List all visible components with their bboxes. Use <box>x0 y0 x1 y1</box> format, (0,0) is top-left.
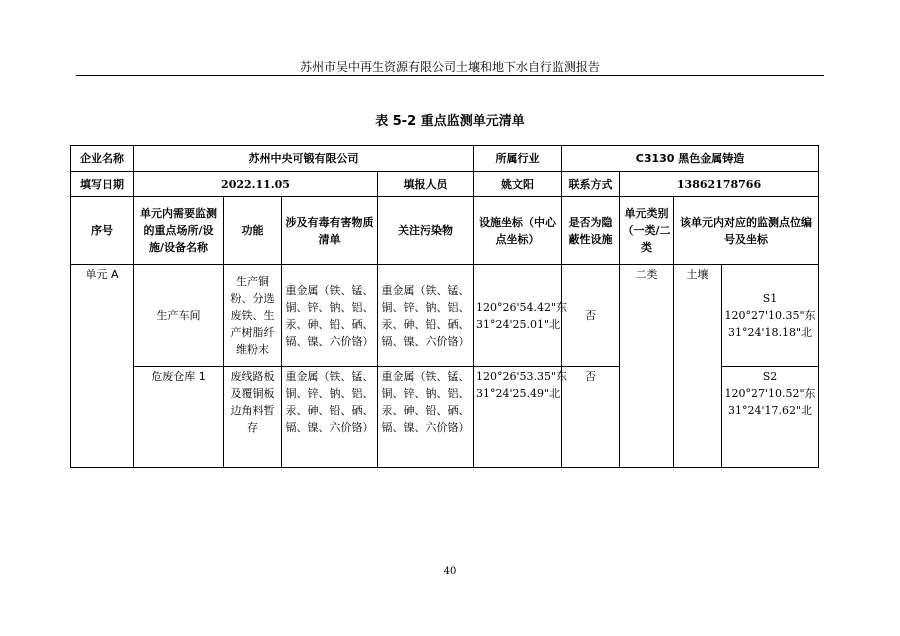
info-row-2 <box>71 172 819 197</box>
company-label: 企业名称 <box>71 146 134 172</box>
company-value: 苏州中央可锻有限公司 <box>134 146 474 172</box>
unit-seq: 单元 A <box>71 265 134 468</box>
col-seq: 序号 <box>71 197 134 265</box>
col-toxic: 涉及有毒有害物质清单 <box>282 197 378 265</box>
reporter-label: 填报人员 <box>378 172 474 197</box>
hidden-facility: 否 <box>562 265 620 367</box>
col-pollutant: 关注污染物 <box>378 197 474 265</box>
table-row <box>71 265 819 367</box>
industry-label: 所属行业 <box>474 146 562 172</box>
hidden-facility: 否 <box>562 367 620 468</box>
monitoring-point: S2 120°27'10.52"东 31°24'17.62"北 <box>722 367 819 468</box>
toxic-substances: 重金属（铁、锰、铜、锌、钠、铝、汞、砷、铅、硒、镉、镍、六价铬） <box>282 367 378 468</box>
date-value: 2022.11.05 <box>134 172 378 197</box>
page-number: 40 <box>443 566 457 577</box>
col-facility: 单元内需要监测的重点场所/设施/设备名称 <box>134 197 224 265</box>
column-header-row <box>71 197 819 265</box>
info-row-1 <box>71 146 819 172</box>
monitoring-unit-table <box>70 145 819 468</box>
col-points: 该单元内对应的监测点位编号及坐标 <box>674 197 819 265</box>
facility-function: 废线路板及覆铜板边角料暂存 <box>224 367 282 468</box>
facility-function: 生产铜粉、分选废铁、生产树脂纤维粉末 <box>224 265 282 367</box>
header-rule <box>76 75 824 76</box>
pollutants: 重金属（铁、锰、铜、锌、钠、铝、汞、砷、铅、硒、镉、镍、六价铬） <box>378 265 474 367</box>
contact-label: 联系方式 <box>562 172 620 197</box>
monitoring-medium: 土壤 <box>674 265 722 468</box>
page-header: 苏州市吴中再生资源有限公司土壤和地下水自行监测报告 <box>299 60 600 74</box>
date-label: 填写日期 <box>71 172 134 197</box>
toxic-substances: 重金属（铁、锰、铜、锌、钠、铝、汞、砷、铅、硒、镉、镍、六价铬） <box>282 265 378 367</box>
facility-coord: 120°26'54.42"东 31°24'25.01"北 <box>474 265 562 367</box>
col-unit-class: 单元类别（一类/二类 <box>620 197 674 265</box>
unit-class: 二类 <box>620 265 674 468</box>
facility-coord: 120°26'53.35"东 31°24'25.49"北 <box>474 367 562 468</box>
col-function: 功能 <box>224 197 282 265</box>
industry-value: C3130 黑色金属铸造 <box>562 146 819 172</box>
pollutants: 重金属（铁、锰、铜、锌、钠、铝、汞、砷、铅、硒、镉、镍、六价铬） <box>378 367 474 468</box>
table-title: 表 5-2 重点监测单元清单 <box>375 114 525 129</box>
col-hidden: 是否为隐蔽性设施 <box>562 197 620 265</box>
facility-name: 危废仓库 1 <box>134 367 224 468</box>
contact-value: 13862178766 <box>620 172 819 197</box>
monitoring-point: S1 120°27'10.35"东 31°24'18.18"北 <box>722 265 819 367</box>
col-coord: 设施坐标（中心点坐标） <box>474 197 562 265</box>
facility-name: 生产车间 <box>134 265 224 367</box>
reporter-value: 姚文阳 <box>474 172 562 197</box>
